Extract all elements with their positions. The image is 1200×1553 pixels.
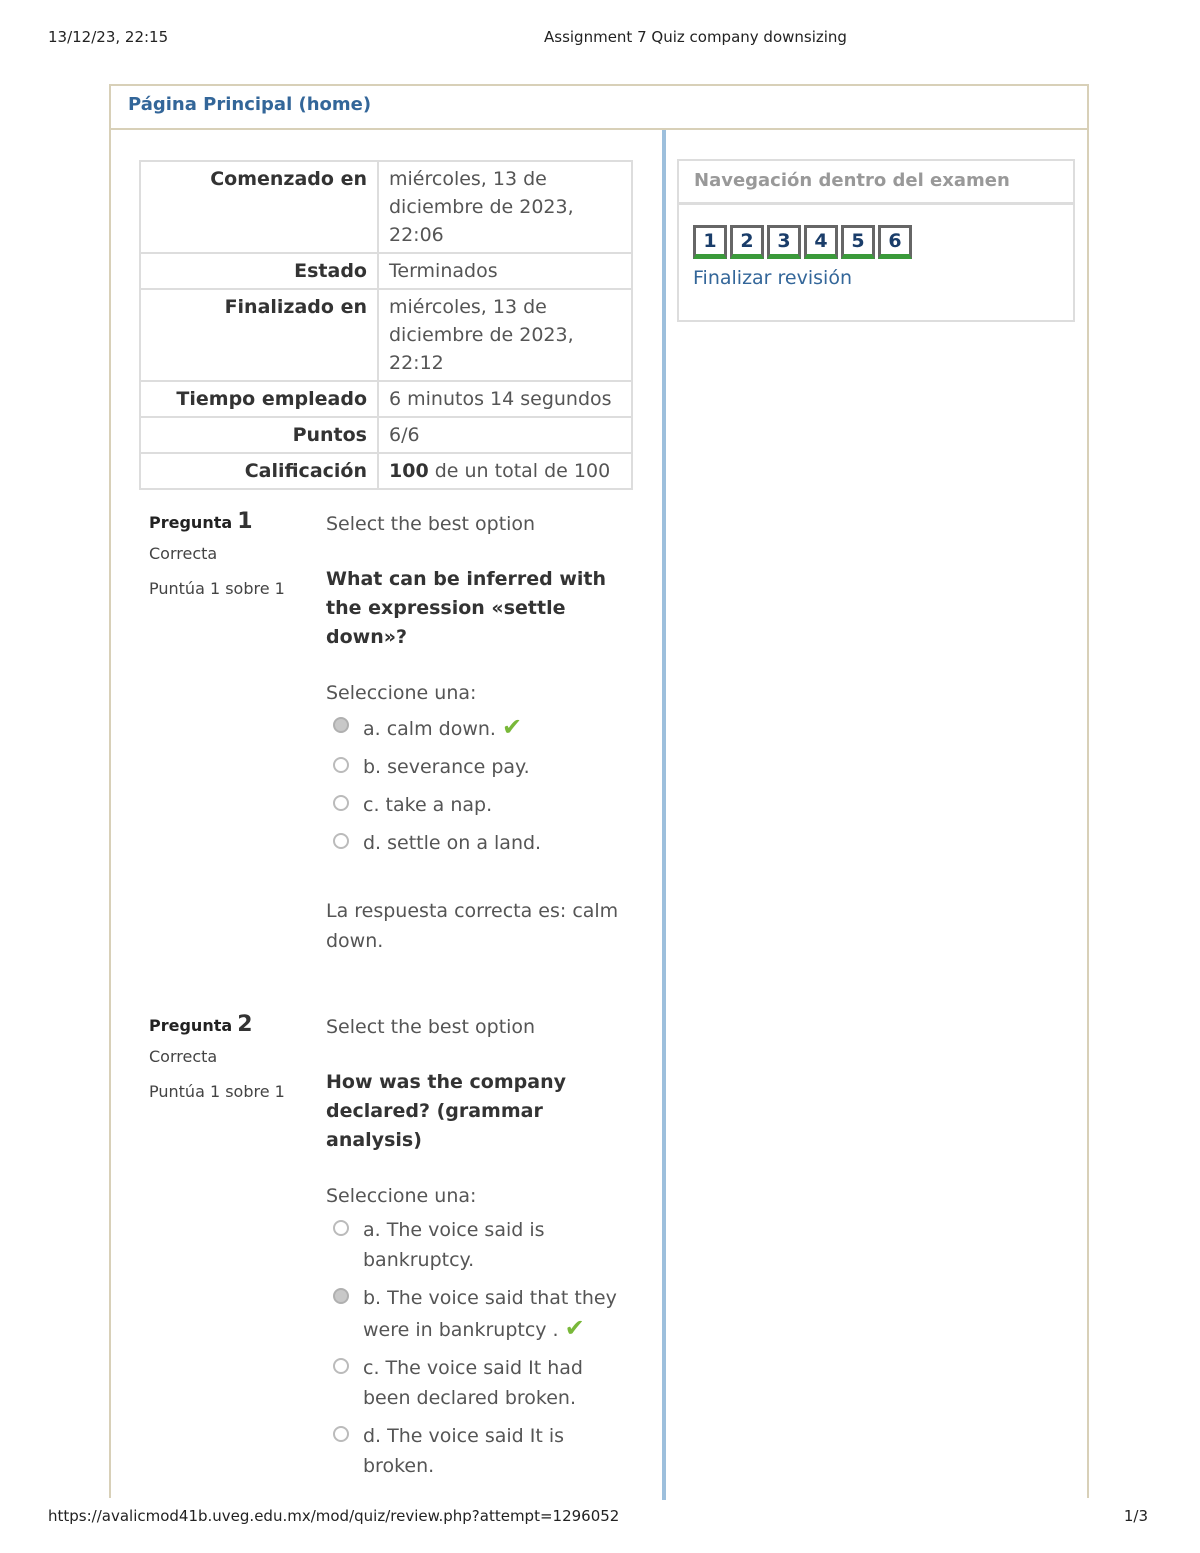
state-value: Terminados — [378, 253, 632, 289]
started-value: miércoles, 13 de diciembre de 2023, 22:06 — [378, 161, 632, 253]
grade-score: 100 — [389, 460, 429, 482]
summary-row — [140, 289, 632, 381]
option-label: c. take a nap. — [363, 794, 493, 816]
time-value: 6 minutos 14 segundos — [378, 381, 632, 417]
check-icon: ✔ — [564, 1314, 585, 1342]
question-info — [149, 1012, 299, 1101]
summary-row — [140, 253, 632, 289]
question-label: Pregunta — [149, 1016, 233, 1035]
grade-label: Calificación — [140, 453, 378, 489]
quiz-navigation-panel — [677, 159, 1075, 322]
time-label: Tiempo empleado — [140, 381, 378, 417]
answer-option — [326, 1421, 626, 1481]
print-page-number: 1/3 — [1123, 1507, 1148, 1525]
question-nav-button[interactable]: 2 — [730, 225, 764, 259]
answer-option — [326, 752, 626, 782]
answer-prompt: Seleccione una: — [326, 682, 477, 704]
print-header — [0, 28, 1200, 48]
summary-row — [140, 381, 632, 417]
correct-answer-feedback: La respuesta correcta es: calm down. — [326, 900, 619, 952]
question-state: Correcta — [149, 544, 218, 563]
question-nav-button[interactable]: 1 — [693, 225, 727, 259]
question-number: 1 — [237, 509, 253, 534]
question-info — [149, 509, 299, 598]
option-label: a. calm down. — [363, 718, 496, 740]
question-number: 2 — [237, 1012, 253, 1037]
answer-option — [326, 790, 626, 820]
question-content — [326, 1012, 626, 1481]
summary-row — [140, 417, 632, 453]
option-label: a. The voice said is bankruptcy. — [363, 1219, 545, 1271]
question-grade: Puntúa 1 sobre 1 — [149, 579, 285, 598]
option-label: d. settle on a land. — [363, 832, 542, 854]
column-divider — [662, 130, 666, 1500]
radio-selected[interactable] — [333, 1288, 349, 1304]
radio-selected[interactable] — [333, 717, 349, 733]
quiz-navigation-title: Navegación dentro del examen — [694, 170, 1010, 191]
question-label: Pregunta — [149, 513, 233, 532]
points-value: 6/6 — [378, 417, 632, 453]
option-label: b. severance pay. — [363, 756, 530, 778]
summary-row — [140, 161, 632, 253]
points-label: Puntos — [140, 417, 378, 453]
question-state: Correcta — [149, 1047, 218, 1066]
state-label: Estado — [140, 253, 378, 289]
page-frame — [109, 84, 1089, 1498]
radio-button[interactable] — [333, 833, 349, 849]
option-label: b. The voice said that they were in bankruptcy . — [363, 1287, 617, 1341]
question-nav-button[interactable]: 5 — [841, 225, 875, 259]
answer-option — [326, 1283, 626, 1345]
print-date: 13/12/23, 22:15 — [48, 28, 169, 46]
question-instruction: Select the best option — [326, 513, 536, 535]
grade-suffix: de un total de 100 — [428, 460, 611, 482]
answer-option — [326, 1215, 626, 1275]
started-label: Comenzado en — [140, 161, 378, 253]
quiz-navigation-header — [679, 161, 1073, 205]
question-text: What can be inferred with the expression «settle down»? — [326, 568, 607, 648]
breadcrumb — [111, 86, 1087, 130]
option-label: d. The voice said It is broken. — [363, 1425, 565, 1477]
option-label: c. The voice said It had been declared broken. — [363, 1357, 583, 1409]
check-icon: ✔ — [502, 713, 523, 741]
radio-button[interactable] — [333, 1220, 349, 1236]
answer-option — [326, 712, 626, 744]
answer-option — [326, 828, 626, 858]
question-grade: Puntúa 1 sobre 1 — [149, 1082, 285, 1101]
print-footer — [0, 1507, 1200, 1527]
radio-button[interactable] — [333, 795, 349, 811]
question-instruction: Select the best option — [326, 1016, 536, 1038]
grade-value — [378, 453, 632, 489]
summary-row — [140, 453, 632, 489]
question-nav-button[interactable]: 3 — [767, 225, 801, 259]
print-url: https://avalicmod41b.uveg.edu.mx/mod/quiz/review.php?attempt=1296052 — [48, 1507, 620, 1525]
radio-button[interactable] — [333, 757, 349, 773]
print-title: Assignment 7 Quiz company downsizing — [544, 28, 847, 46]
finished-label: Finalizado en — [140, 289, 378, 381]
answer-option — [326, 1353, 626, 1413]
answer-prompt: Seleccione una: — [326, 1185, 477, 1207]
question-nav-button[interactable]: 4 — [804, 225, 838, 259]
radio-button[interactable] — [333, 1358, 349, 1374]
question-content — [326, 509, 626, 956]
radio-button[interactable] — [333, 1426, 349, 1442]
finished-value: miércoles, 13 de diciembre de 2023, 22:12 — [378, 289, 632, 381]
question-nav-button[interactable]: 6 — [878, 225, 912, 259]
attempt-summary-table — [139, 160, 633, 490]
home-link[interactable]: Página Principal (home) — [128, 94, 372, 115]
question-nav-buttons — [693, 225, 915, 261]
question-text: How was the company declared? (grammar analysis) — [326, 1071, 566, 1151]
finish-review-link[interactable]: Finalizar revisión — [693, 267, 852, 289]
